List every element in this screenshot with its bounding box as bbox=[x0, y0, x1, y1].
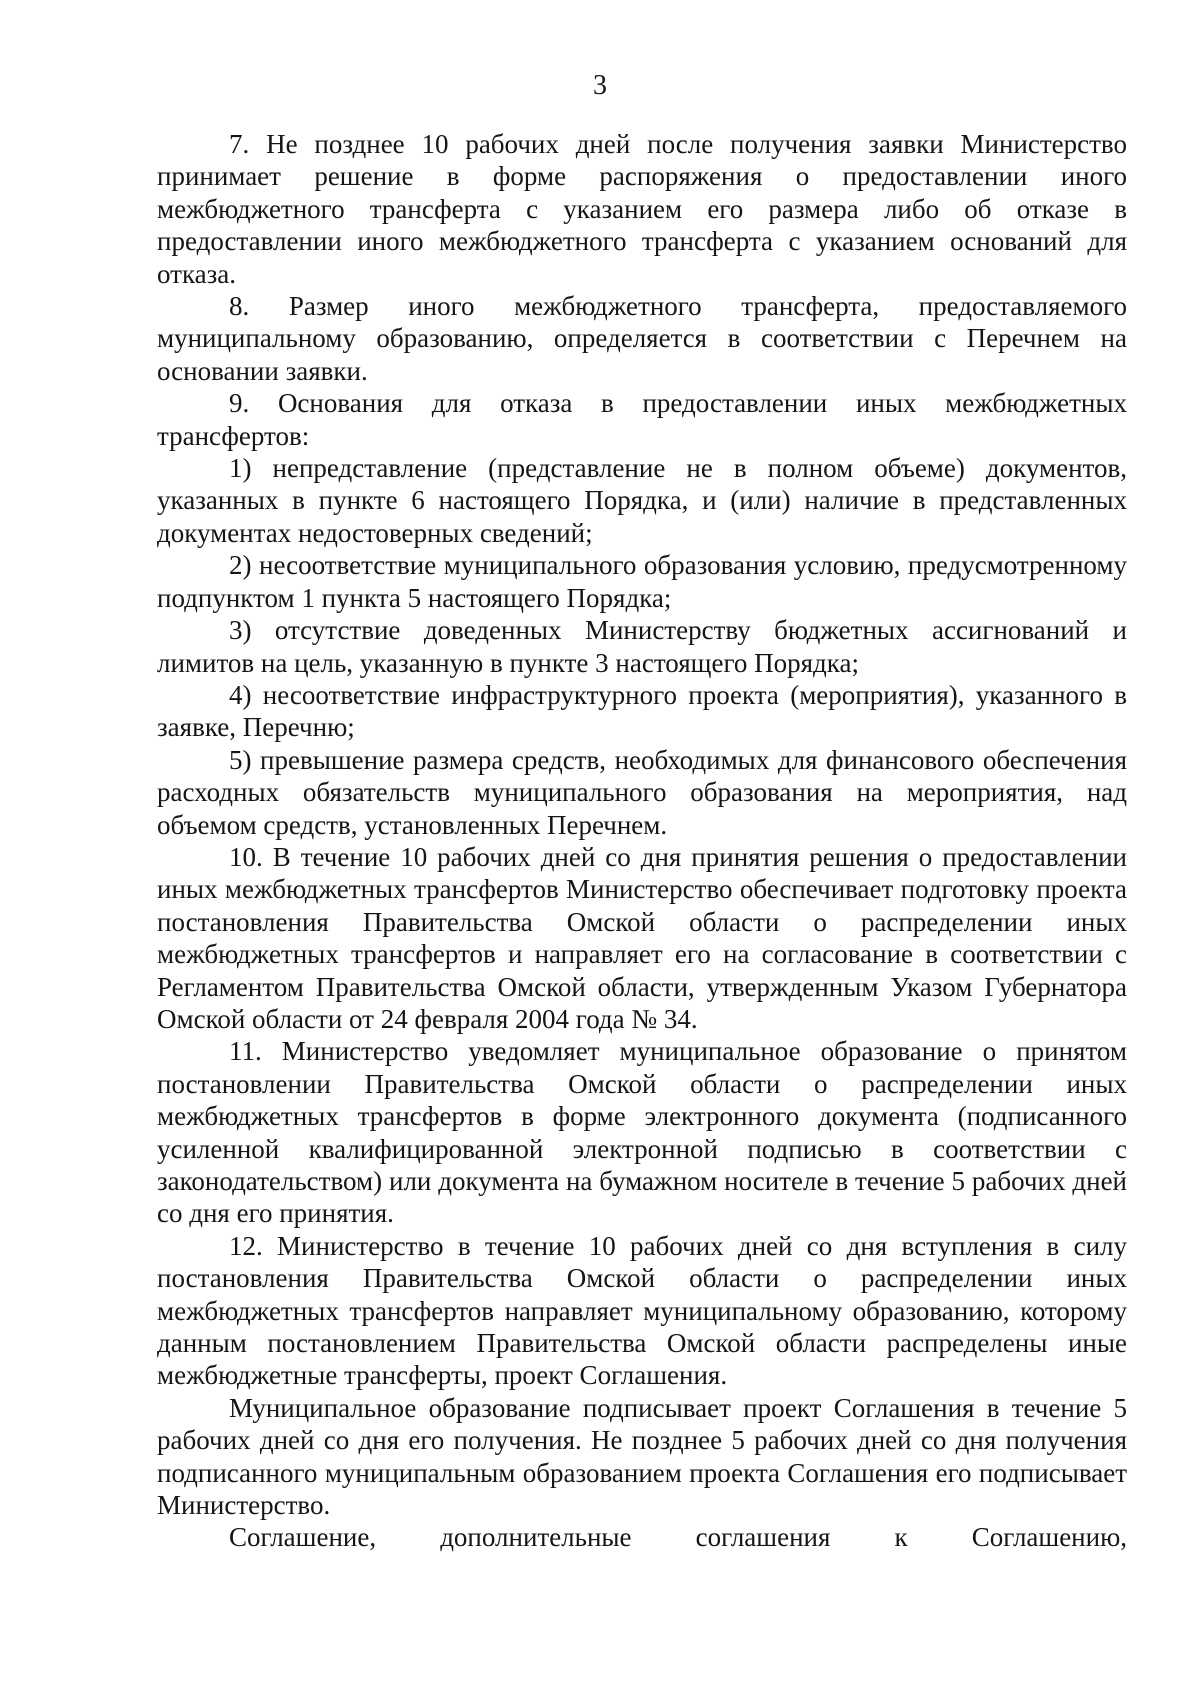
page-number: 3 bbox=[593, 70, 607, 101]
paragraph-item-8: 8. Размер иного межбюджетного трансферта, предоставляемого муниципальному образованию, определяется в соответствии с Перечнем на основании заявки. bbox=[157, 291, 1127, 386]
subparagraph-5: 5) превышение размера средств, необходимых для финансового обеспечения расходных обязательств муниципального образования на мероприятия, над объемом средств, установленных Перечнем. bbox=[157, 744, 1127, 840]
subparagraph-2: 2) несоответствие муниципального образования условию, предусмотренному подпунктом 1 пункта 5 настоящего Порядка; bbox=[157, 550, 1127, 613]
subparagraph-4: 4) несоответствие инфраструктурного проекта (мероприятия), указанного в заявке, Перечню; bbox=[157, 679, 1127, 743]
document-body bbox=[157, 128, 1127, 1554]
subparagraph-3: 3) отсутствие доведенных Министерству бюджетных ассигнований и лимитов на цель, указанную в пункте 3 настоящего Порядка; bbox=[157, 615, 1127, 678]
paragraph-item-9: 9. Основания для отказа в предоставлении иных межбюджетных трансфертов: bbox=[157, 388, 1127, 451]
subparagraph-1: 1) непредставление (представление не в полном объеме) документов, указанных в пункте 6 настоящего Порядка, и (или) наличие в представленных документах недостоверных сведений; bbox=[157, 453, 1127, 548]
paragraph-item-7: 7. Не позднее 10 рабочих дней после получения заявки Министерство принимает решение в форме распоряжения о предоставлении иного межбюджетного трансферта с указанием его размера либо об отказе в предоставлении иного межбюджетного трансферта с указанием оснований для отказа. bbox=[157, 129, 1127, 289]
paragraph-signing: Муниципальное образование подписывает проект Соглашения в течение 5 рабочих дней со дня его получения. Не позднее 5 рабочих дней со дня получения подписанного муниципальным образованием проекта Соглашения его подписывает Министерство. bbox=[157, 1392, 1127, 1521]
paragraph-item-11: 11. Министерство уведомляет муниципальное образование о принятом постановлении Правительства Омской области о распределении иных межбюджетных трансфертов в форме электронного документа (подписанного усиленной квалифицированной электронной подписью в соответствии с законодательством) или документа на бумажном носителе в течение 5 рабочих дней со дня его принятия. bbox=[157, 1036, 1127, 1229]
paragraph-item-12: 12. Министерство в течение 10 рабочих дней со дня вступления в силу постановления Правительства Омской области о распределении иных межбюджетных трансфертов направляет муниципальному образованию, которому данным постановлением Правительства Омской области распределены иные межбюджетные трансферты, проект Соглашения. bbox=[157, 1230, 1127, 1391]
paragraph-item-10: 10. В течение 10 рабочих дней со дня принятия решения о предоставлении иных межбюджетных трансфертов Министерство обеспечивает подготовку проекта постановления Правительства Омской области о распределении иных межбюджетных трансфертов и направляет его на согласование в соответствии с Регламентом Правительства Омской области, утвержденным Указом Губернатора Омской области от 24 февраля 2004 года № 34. bbox=[157, 841, 1127, 1034]
paragraph-agreement-continued: Соглашение, дополнительные соглашения к Соглашению, bbox=[229, 1522, 1127, 1553]
